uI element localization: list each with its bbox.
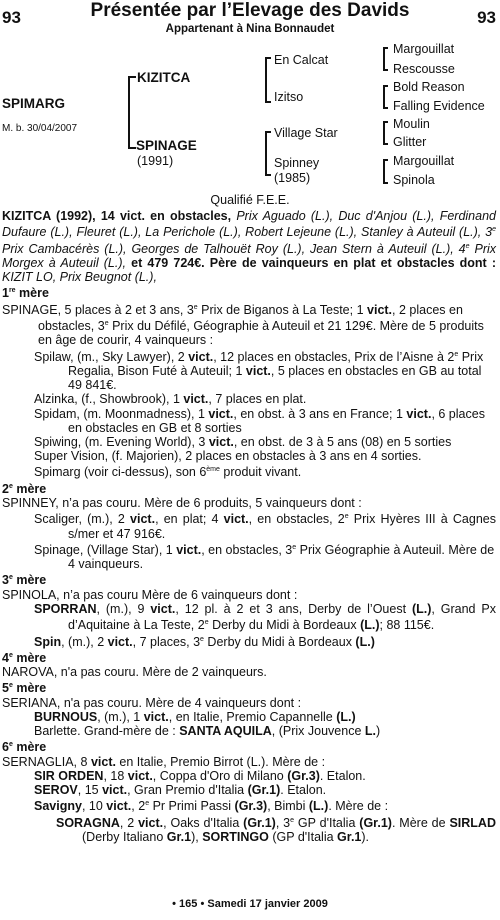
sporran-record: SPORRAN, (m.), 9 vict., 12 pl. à 2 et 3 ans, Derby de l’Ouest (L.), Grand Px d’Aquitaine à La Teste, 2e Derby du Midi à Bordeaux (L.); 88 115€. <box>34 602 497 633</box>
g3-6: Glitter <box>393 135 427 149</box>
dam-name: SPINAGE <box>136 138 197 153</box>
dam-dam: Spinney <box>274 156 320 170</box>
spinage-record: SPINAGE, 5 places à 2 et 3 ans, 3e Prix de Biganos à La Teste; 1 vict., 2 places en obstacles, 3e Prix du Défilé, Géographie à Auteuil et 21 129€. Mère de 5 produits en âge de courir, 4 vainqueurs : <box>2 302 484 348</box>
spiwing-record: Spiwing, (m. Evening World), 3 vict., en obst. de 3 à 5 ans (08) en 5 sorties <box>34 434 452 449</box>
spilaw-record: Spilaw, (m., Sky Lawyer), 2 vict., 12 places en obstacles, Prix de l’Aisne à 2e Prix Regalia, Bison Futé à Auteuil; 1 vict., 5 places en obstacles en GB au total 49 841€. <box>34 349 484 393</box>
g3-4: Falling Evidence <box>393 99 485 113</box>
sir-orden-record: SIR ORDEN, 18 vict., Coppa d'Oro di Milano (Gr.3). Etalon. <box>34 769 366 784</box>
g3-5: Moulin <box>393 117 430 131</box>
spinage-offspring-record: Spinage, (Village Star), 1 vict., en obstacles, 3e Prix Géographie à Auteuil. Mère de 4 vainqueurs. <box>34 543 495 572</box>
horse-name: SPIMARG <box>2 96 66 111</box>
super-vision-record: Super Vision, (f. Majorien), 2 places en obstacles à 3 ans en 4 sorties. <box>34 449 422 464</box>
g3-1: Margouillat <box>393 42 455 56</box>
page-footer: • 165 • Samedi 17 janvier 2009 <box>172 898 328 910</box>
alzinka-record: Alzinka, (f., Showbrook), 1 vict., 7 places en plat. <box>34 392 307 407</box>
seriana-record: SERIANA, n'a pas couru. Mère de 4 vainqueurs dont : <box>2 695 302 710</box>
bracket-2a-top <box>265 57 271 59</box>
g3-2: Rescousse <box>393 62 455 76</box>
qualification: Qualifié F.E.E. <box>210 193 290 207</box>
page-subtitle: Appartenant à Nina Bonnaudet <box>165 23 335 35</box>
spinola-record: SPINOLA, n’a pas couru Mère de 6 vainqueurs dont : <box>2 587 298 602</box>
spin-record: Spin, (m.), 2 vict., 7 places, 3e Derby du Midi à Bordeaux (L.) <box>34 634 375 649</box>
bracket-3d <box>383 159 385 184</box>
bracket-1-bottom <box>128 147 136 149</box>
bracket-3b <box>383 85 385 109</box>
burnous-record: BURNOUS, (m.), 1 vict., en Italie, Premio Capannelle (L.) <box>34 710 356 725</box>
bracket-2b <box>265 131 267 176</box>
horse-info: M. b. 30/04/2007 <box>2 123 78 134</box>
lot-number-left: 93 <box>2 8 21 27</box>
bracket-1 <box>128 76 130 149</box>
bracket-3a <box>383 47 385 71</box>
bracket-3a-top <box>383 47 388 49</box>
bracket-3b-top <box>383 85 388 87</box>
page-title: Présentée par l’Elevage des Davids <box>90 0 410 21</box>
bracket-3d-top <box>383 159 388 161</box>
bracket-2a <box>265 57 267 103</box>
bracket-2b-bottom <box>265 174 271 176</box>
bracket-3d-bottom <box>383 182 388 184</box>
sire-dam: Izitso <box>274 90 304 104</box>
narova-record: NAROVA, n'a pas couru. Mère de 2 vainqueurs. <box>2 665 267 680</box>
bracket-3a-bottom <box>383 69 388 71</box>
serov-record: SEROV, 15 vict., Gran Premio d'Italia (Gr.1). Etalon. <box>34 783 327 798</box>
first-dam-heading: 1re mère <box>2 286 49 301</box>
fourth-dam-heading: 4e mère <box>2 651 47 666</box>
soragna-record: SORAGNA, 2 vict., Oaks d'Italia (Gr.1), 3e GP d'Italia (Gr.1). Mère de SIRLAD (Derby Italiano Gr.1), SORTINGO (GP d'Italia Gr.1). <box>56 815 496 845</box>
sire-record: KIZITCA (1992), 14 vict. en obstacles, Prix Aguado (L.), Duc d'Anjou (L.), Ferdinand Dufaure (L.), Fleuret (L.), La Perichole (L.), Robert Lejeune (L.), Stanley à Auteuil (L.), 3e Prix Cambacérès (L.), Georges de Talhouët Roy (L.), Jean Stern à Auteuil (L.), 4e Prix Morgex à Auteuil (L.), et 479 724€. Père de vainqueurs en plat et obstacles dont : KIZIT LO, Prix Beugnot (L.), <box>2 209 497 285</box>
fifth-dam-heading: 5e mère <box>2 681 47 696</box>
bracket-2b-top <box>265 131 271 133</box>
dam-year: (1991) <box>137 154 174 168</box>
third-dam-heading: 3e mère <box>2 573 47 588</box>
g3-7: Margouillat <box>393 154 455 168</box>
barlette-record: Barlette. Grand-mère de : SANTA AQUILA, (Prix Jouvence L.) <box>34 724 381 739</box>
bracket-3b-bottom <box>383 107 388 109</box>
spidam-record: Spidam, (m. Moonmadness), 1 vict., en obst. à 3 ans en France; 1 vict., 6 places en obstacles en GB et 8 sorties <box>34 406 485 435</box>
sixth-dam-heading: 6e mère <box>2 740 47 755</box>
bracket-1-top <box>128 76 136 78</box>
dam-dam-year: (1985) <box>274 171 311 185</box>
sire-name: KIZITCA <box>137 70 191 85</box>
catalogue-text <box>2 209 496 844</box>
spimarg-record: Spimarg (voir ci-dessus), son 6ème produit vivant. <box>34 465 302 480</box>
sernaglia-record: SERNAGLIA, 8 vict. en Italie, Premio Birrot (L.). Mère de : <box>2 754 326 769</box>
spinney-record: SPINNEY, n’a pas couru. Mère de 6 produits, 5 vainqueurs dont : <box>2 496 362 511</box>
scaliger-record: Scaliger, (m.), 2 vict., en plat; 4 vict., en obstacles, 2e Prix Hyères III à Cagnes s/mer et 47 916€. <box>34 512 496 541</box>
second-dam-heading: 2e mère <box>2 481 47 496</box>
bracket-3c-top <box>383 121 388 123</box>
savigny-record: Savigny, 10 vict., 2e Pr Primi Passi (Gr.3), Bimbi (L.). Mère de : <box>34 799 389 814</box>
g3-3: Bold Reason <box>393 80 465 94</box>
bracket-2a-bottom <box>265 101 271 103</box>
g3-8: Spinola <box>393 173 435 187</box>
bracket-3c <box>383 121 385 145</box>
sire-sire: En Calcat <box>274 53 329 67</box>
lot-number-right: 93 <box>477 8 496 27</box>
dam-sire: Village Star <box>274 126 338 140</box>
bracket-3c-bottom <box>383 143 388 145</box>
